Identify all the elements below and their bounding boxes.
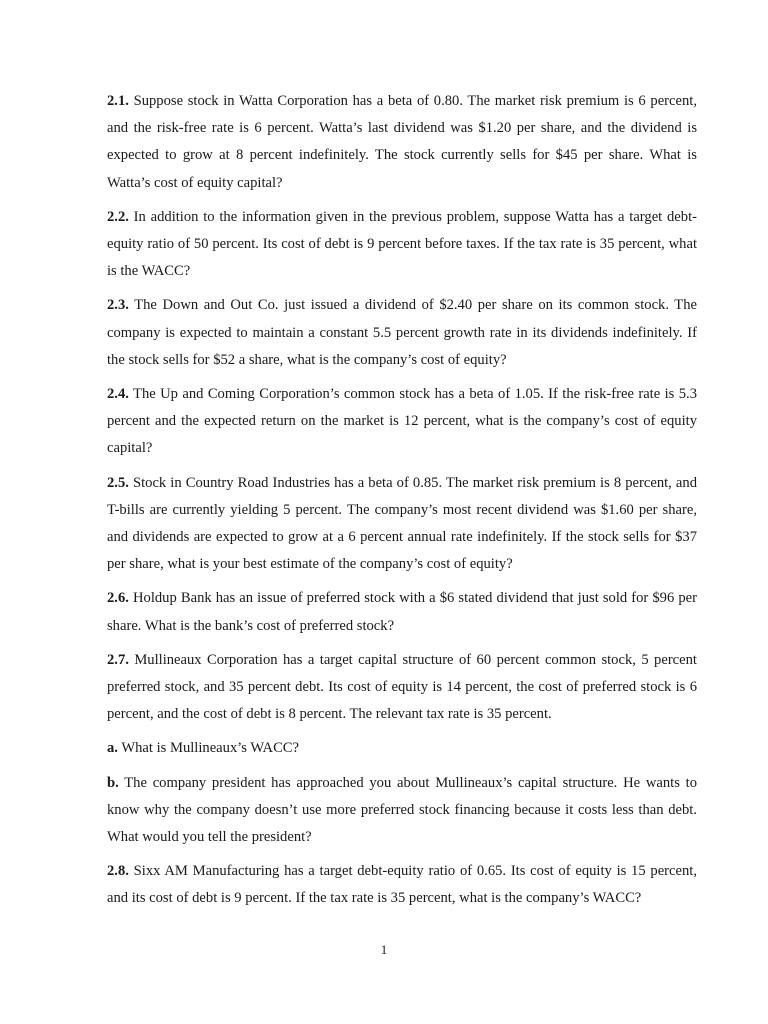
problem-number: 2.7.	[107, 651, 129, 668]
problem-text: Holdup Bank has an issue of preferred stock with a $6 stated dividend that just sold for $96 per share. What is the bank’s cost of preferred stock?	[107, 590, 697, 634]
problem-text: The Down and Out Co. just issued a dividend of $2.40 per share on its common stock. The company is expected to maintain a constant 5.5 percent growth rate in its dividends indefinitely. If the stock sells for $52 a share, what is the company’s cost of equity?	[107, 297, 697, 368]
problem-2-4	[107, 381, 697, 463]
problem-text: The Up and Coming Corporation’s common stock has a beta of 1.05. If the risk-free rate is 5.3 percent and the expected return on the market is 12 percent, what is the company’s cost of equity capital?	[107, 386, 697, 457]
problem-number: 2.2.	[107, 208, 129, 225]
page-number: 1	[380, 942, 388, 957]
problem-2-7-b	[107, 770, 697, 852]
subpart-letter: b.	[107, 774, 119, 791]
problem-2-5	[107, 470, 697, 579]
subpart-letter: a.	[107, 740, 118, 757]
problem-text: The company president has approached you about Mullineaux’s capital structure. He wants to know why the company doesn’t use more preferred stock financing because it costs less than debt. What would you tell the president?	[107, 774, 697, 846]
problem-2-8	[107, 858, 697, 912]
problem-text: Sixx AM Manufacturing has a target debt-equity ratio of 0.65. Its cost of equity is 15 percent, and its cost of debt is 9 percent. If the tax rate is 35 percent, what is the company’s WACC?	[107, 863, 697, 907]
problem-number: 2.6.	[107, 590, 129, 607]
problem-text: What is Mullineaux’s WACC?	[117, 740, 300, 757]
problem-2-6	[107, 585, 697, 639]
problem-number: 2.3.	[107, 297, 129, 314]
problem-2-2	[107, 204, 697, 286]
problem-text: Stock in Country Road Industries has a beta of 0.85. The market risk premium is 8 percent, and T-bills are currently yielding 5 percent. The company’s most recent dividend was $1.60 per share, and dividends are expected to grow at a 6 percent annual rate indefinitely. If the stock sells for $37 per share, what is your best estimate of the company’s cost of equity?	[107, 474, 697, 573]
problem-2-3	[107, 292, 697, 374]
problem-number: 2.5.	[107, 474, 129, 491]
problem-number: 2.8.	[107, 863, 129, 880]
problem-text: Mullineaux Corporation has a target capital structure of 60 percent common stock, 5 percent preferred stock, and 35 percent debt. Its cost of equity is 14 percent, the cost of preferred stock is 6 percent, and the cost of debt is 8 percent. The relevant tax rate is 35 percent.	[107, 651, 697, 723]
document-body	[107, 88, 697, 920]
problem-2-7	[107, 647, 697, 729]
problem-text: In addition to the information given in the previous problem, suppose Watta has a target debt-equity ratio of 50 percent. Its cost of debt is 9 percent before taxes. If the tax rate is 35 percent, what is the WACC?	[107, 208, 697, 280]
problem-number: 2.4.	[107, 386, 129, 403]
problem-2-7-a	[107, 735, 697, 762]
problem-text: Suppose stock in Watta Corporation has a beta of 0.80. The market risk premium is 6 percent, and the risk-free rate is 6 percent. Watta’s last dividend was $1.20 per share, and the dividend is expected to grow at 8 percent indefinitely. The stock currently sells for $45 per share. What is Watta’s cost of equity capital?	[107, 93, 697, 191]
problem-number: 2.1.	[107, 93, 129, 109]
problem-2-1	[107, 88, 697, 197]
